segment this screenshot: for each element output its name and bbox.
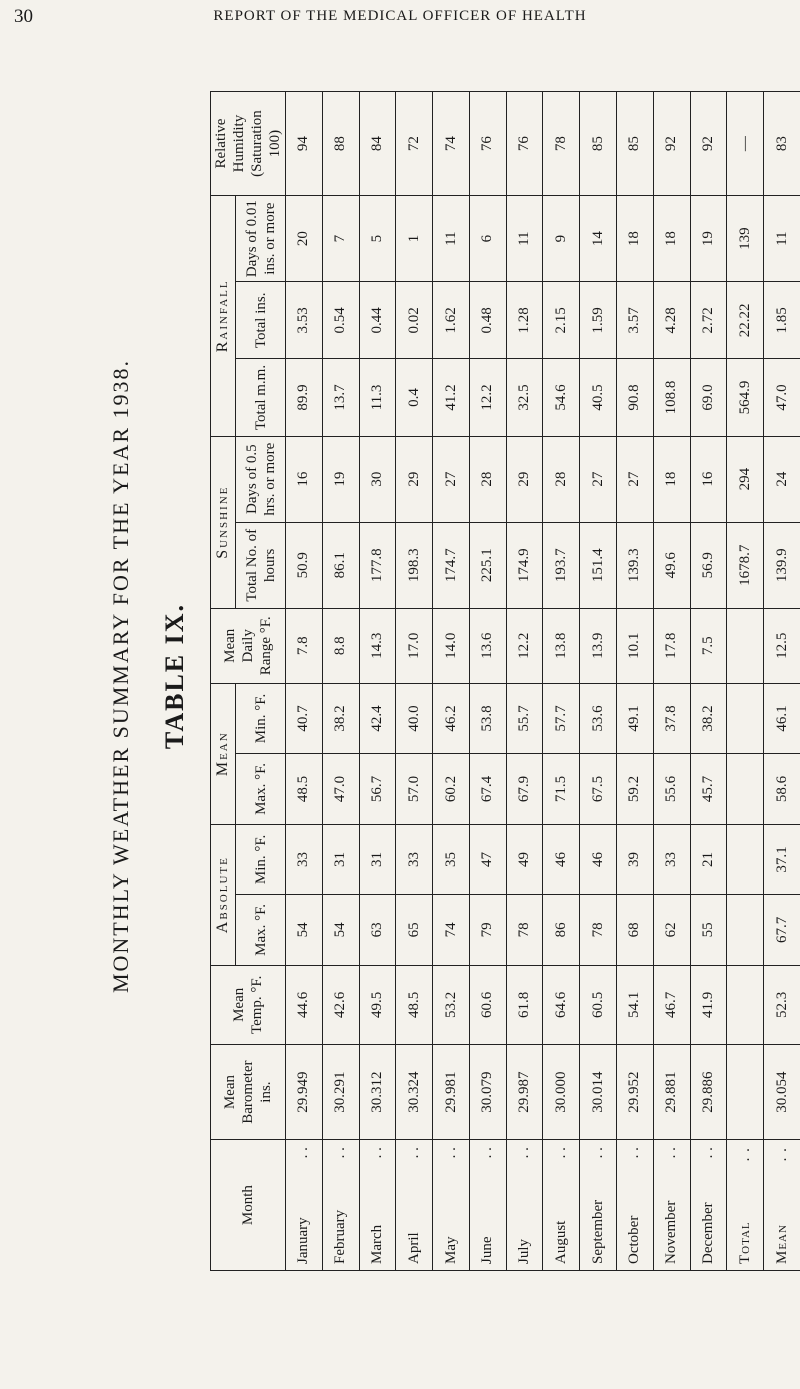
cell-abs-min: 49 bbox=[506, 824, 543, 894]
cell-humidity: — bbox=[727, 92, 764, 196]
cell-sun-hours: 1678.7 bbox=[727, 522, 764, 608]
cell-abs-min: 37.1 bbox=[764, 824, 800, 894]
cell-abs-max: 67.7 bbox=[764, 895, 800, 965]
cell-abs-max: 65 bbox=[396, 895, 433, 965]
cell-rain-days: 18 bbox=[617, 196, 654, 282]
cell-barometer: 30.000 bbox=[543, 1045, 580, 1140]
col-header-daily-range: Mean Daily Range °F. bbox=[211, 608, 286, 683]
col-header-abs-max: Max. °F. bbox=[236, 895, 286, 965]
col-header-rain-ins: Total ins. bbox=[236, 282, 286, 359]
cell-sun-hours: 49.6 bbox=[653, 522, 690, 608]
cell-mean-max: 55.6 bbox=[653, 754, 690, 824]
leader-dots: . . bbox=[626, 1147, 643, 1159]
cell-humidity: 83 bbox=[764, 92, 800, 196]
cell-mean-min: 38.2 bbox=[690, 683, 727, 753]
col-header-rain-mm: Total m.m. bbox=[236, 359, 286, 436]
cell-month bbox=[322, 1140, 359, 1271]
cell-mean-min: 46.2 bbox=[433, 683, 470, 753]
cell-mean-temp: 44.6 bbox=[286, 965, 323, 1044]
table-row bbox=[396, 92, 433, 1271]
cell-sun-hours: 225.1 bbox=[469, 522, 506, 608]
cell-mean-max: 67.9 bbox=[506, 754, 543, 824]
leader-dots: . . bbox=[295, 1147, 312, 1159]
running-head: REPORT OF THE MEDICAL OFFICER OF HEALTH bbox=[213, 8, 587, 24]
cell-mean-temp: 42.6 bbox=[322, 965, 359, 1044]
cell-barometer: 29.949 bbox=[286, 1045, 323, 1140]
cell-mean-max: 59.2 bbox=[617, 754, 654, 824]
cell-mean-min: 49.1 bbox=[617, 683, 654, 753]
cell-abs-min: 31 bbox=[322, 824, 359, 894]
cell-mean-temp: 60.6 bbox=[469, 965, 506, 1044]
cell-mean-min: 46.1 bbox=[764, 683, 800, 753]
month-label: December bbox=[699, 1202, 716, 1264]
cell-month bbox=[543, 1140, 580, 1271]
cell-rain-mm: 32.5 bbox=[506, 359, 543, 436]
cell-rain-mm: 108.8 bbox=[653, 359, 690, 436]
table-title: MONTHLY WEATHER SUMMARY FOR THE YEAR 1938. bbox=[108, 358, 133, 994]
cell-abs-min: 31 bbox=[359, 824, 396, 894]
cell-daily-range: 17.0 bbox=[396, 608, 433, 683]
cell-humidity: 92 bbox=[653, 92, 690, 196]
cell-abs-max: 63 bbox=[359, 895, 396, 965]
cell-humidity: 85 bbox=[580, 92, 617, 196]
cell-humidity: 76 bbox=[506, 92, 543, 196]
cell-abs-min: 47 bbox=[469, 824, 506, 894]
leader-dots: . . bbox=[368, 1147, 385, 1159]
table-label: TABLE IX. bbox=[160, 602, 189, 750]
cell-mean-temp: 48.5 bbox=[396, 965, 433, 1044]
cell-abs-min bbox=[727, 824, 764, 894]
cell-barometer bbox=[727, 1045, 764, 1140]
col-header-month: Month bbox=[211, 1140, 286, 1271]
cell-sun-hours: 86.1 bbox=[322, 522, 359, 608]
cell-rain-mm: 11.3 bbox=[359, 359, 396, 436]
cell-mean-max: 48.5 bbox=[286, 754, 323, 824]
cell-daily-range: 7.5 bbox=[690, 608, 727, 683]
cell-sun-days: 28 bbox=[543, 436, 580, 522]
cell-barometer: 29.886 bbox=[690, 1045, 727, 1140]
table-row bbox=[580, 92, 617, 1271]
cell-mean-min: 57.7 bbox=[543, 683, 580, 753]
cell-rain-days: 7 bbox=[322, 196, 359, 282]
cell-sun-days: 27 bbox=[580, 436, 617, 522]
table-row bbox=[617, 92, 654, 1271]
cell-mean-max: 47.0 bbox=[322, 754, 359, 824]
cell-mean-max: 71.5 bbox=[543, 754, 580, 824]
cell-daily-range bbox=[727, 608, 764, 683]
cell-rain-ins: 1.28 bbox=[506, 282, 543, 359]
cell-abs-min: 35 bbox=[433, 824, 470, 894]
cell-daily-range: 14.0 bbox=[433, 608, 470, 683]
cell-sun-hours: 56.9 bbox=[690, 522, 727, 608]
cell-month bbox=[617, 1140, 654, 1271]
month-label: Mean bbox=[773, 1224, 790, 1264]
cell-rain-ins: 2.15 bbox=[543, 282, 580, 359]
cell-abs-min: 33 bbox=[286, 824, 323, 894]
leader-dots: . . bbox=[332, 1147, 349, 1159]
cell-rain-ins: 1.85 bbox=[764, 282, 800, 359]
cell-mean-min: 40.7 bbox=[286, 683, 323, 753]
month-label: Total bbox=[736, 1221, 753, 1264]
col-header-sun-days: Days of 0.5 hrs. or more bbox=[236, 436, 286, 522]
cell-rain-mm: 90.8 bbox=[617, 359, 654, 436]
cell-rain-mm: 0.4 bbox=[396, 359, 433, 436]
table-row bbox=[433, 92, 470, 1271]
cell-daily-range: 8.8 bbox=[322, 608, 359, 683]
cell-rain-ins: 3.57 bbox=[617, 282, 654, 359]
cell-month bbox=[396, 1140, 433, 1271]
cell-abs-max: 78 bbox=[506, 895, 543, 965]
col-header-barometer: Mean Barometer ins. bbox=[211, 1045, 286, 1140]
cell-sun-days: 19 bbox=[322, 436, 359, 522]
page-number: 30 bbox=[14, 6, 33, 27]
cell-rain-days: 11 bbox=[764, 196, 800, 282]
cell-mean-temp: 60.5 bbox=[580, 965, 617, 1044]
cell-abs-min: 39 bbox=[617, 824, 654, 894]
col-header-mean-max: Max. °F. bbox=[236, 754, 286, 824]
cell-rain-ins: 0.54 bbox=[322, 282, 359, 359]
cell-month bbox=[653, 1140, 690, 1271]
cell-sun-days: 16 bbox=[286, 436, 323, 522]
table-row bbox=[690, 92, 727, 1271]
cell-rain-days: 9 bbox=[543, 196, 580, 282]
month-label: February bbox=[332, 1209, 349, 1264]
cell-month bbox=[286, 1140, 323, 1271]
cell-month bbox=[506, 1140, 543, 1271]
cell-daily-range: 10.1 bbox=[617, 608, 654, 683]
col-header-humidity: Relative Humidity (Saturation 100) bbox=[211, 92, 286, 196]
cell-abs-max bbox=[727, 895, 764, 965]
cell-rain-mm: 41.2 bbox=[433, 359, 470, 436]
total-row bbox=[727, 92, 764, 1271]
cell-barometer: 30.079 bbox=[469, 1045, 506, 1140]
leader-dots: . . bbox=[736, 1147, 753, 1162]
cell-barometer: 30.014 bbox=[580, 1045, 617, 1140]
month-label: January bbox=[295, 1217, 312, 1264]
cell-rain-mm: 69.0 bbox=[690, 359, 727, 436]
cell-humidity: 78 bbox=[543, 92, 580, 196]
cell-mean-temp: 52.3 bbox=[764, 965, 800, 1044]
cell-barometer: 30.324 bbox=[396, 1045, 433, 1140]
cell-sun-hours: 174.7 bbox=[433, 522, 470, 608]
mean-row bbox=[764, 92, 800, 1271]
cell-mean-max: 67.4 bbox=[469, 754, 506, 824]
cell-mean-min: 53.6 bbox=[580, 683, 617, 753]
cell-sun-hours: 193.7 bbox=[543, 522, 580, 608]
cell-sun-days: 18 bbox=[653, 436, 690, 522]
table-row bbox=[322, 92, 359, 1271]
cell-abs-max: 74 bbox=[433, 895, 470, 965]
cell-abs-min: 46 bbox=[580, 824, 617, 894]
cell-sun-hours: 174.9 bbox=[506, 522, 543, 608]
cell-humidity: 92 bbox=[690, 92, 727, 196]
table-row bbox=[653, 92, 690, 1271]
cell-daily-range: 12.2 bbox=[506, 608, 543, 683]
cell-abs-max: 54 bbox=[286, 895, 323, 965]
cell-rain-days: 11 bbox=[506, 196, 543, 282]
month-label: March bbox=[368, 1224, 385, 1264]
table-row bbox=[359, 92, 396, 1271]
cell-mean-max: 57.0 bbox=[396, 754, 433, 824]
cell-abs-min: 46 bbox=[543, 824, 580, 894]
leader-dots: . . bbox=[442, 1147, 459, 1159]
cell-rain-ins: 3.53 bbox=[286, 282, 323, 359]
cell-barometer: 30.312 bbox=[359, 1045, 396, 1140]
cell-rain-days: 18 bbox=[653, 196, 690, 282]
cell-rain-ins: 0.02 bbox=[396, 282, 433, 359]
col-header-mean-min: Min. °F. bbox=[236, 683, 286, 753]
cell-mean-max: 60.2 bbox=[433, 754, 470, 824]
cell-mean-min: 38.2 bbox=[322, 683, 359, 753]
cell-abs-min: 21 bbox=[690, 824, 727, 894]
cell-rain-days: 5 bbox=[359, 196, 396, 282]
month-label: July bbox=[516, 1238, 533, 1264]
cell-month bbox=[580, 1140, 617, 1271]
cell-rain-ins: 1.59 bbox=[580, 282, 617, 359]
cell-barometer: 29.952 bbox=[617, 1045, 654, 1140]
cell-month bbox=[433, 1140, 470, 1271]
cell-sun-hours: 139.3 bbox=[617, 522, 654, 608]
cell-barometer: 30.291 bbox=[322, 1045, 359, 1140]
month-label: September bbox=[589, 1199, 606, 1264]
cell-month bbox=[359, 1140, 396, 1271]
cell-mean-max bbox=[727, 754, 764, 824]
table-row bbox=[506, 92, 543, 1271]
cell-rain-mm: 564.9 bbox=[727, 359, 764, 436]
leader-dots: . . bbox=[405, 1147, 422, 1159]
cell-mean-temp: 64.6 bbox=[543, 965, 580, 1044]
cell-abs-max: 55 bbox=[690, 895, 727, 965]
cell-mean-temp: 54.1 bbox=[617, 965, 654, 1044]
cell-daily-range: 7.8 bbox=[286, 608, 323, 683]
cell-rain-mm: 47.0 bbox=[764, 359, 800, 436]
cell-mean-min bbox=[727, 683, 764, 753]
table-body bbox=[286, 92, 800, 1271]
leader-dots: . . bbox=[699, 1147, 716, 1159]
leader-dots: . . bbox=[589, 1147, 606, 1159]
cell-mean-min: 37.8 bbox=[653, 683, 690, 753]
cell-mean-max: 67.5 bbox=[580, 754, 617, 824]
group-header-rainfall: Rainfall bbox=[211, 196, 236, 436]
cell-mean-min: 55.7 bbox=[506, 683, 543, 753]
header-row-groups bbox=[211, 92, 236, 1271]
cell-humidity: 74 bbox=[433, 92, 470, 196]
cell-abs-max: 86 bbox=[543, 895, 580, 965]
cell-mean-temp: 46.7 bbox=[653, 965, 690, 1044]
cell-rain-days: 139 bbox=[727, 196, 764, 282]
cell-sun-hours: 198.3 bbox=[396, 522, 433, 608]
cell-sun-hours: 50.9 bbox=[286, 522, 323, 608]
cell-abs-max: 62 bbox=[653, 895, 690, 965]
month-label: May bbox=[442, 1236, 459, 1264]
cell-rain-days: 19 bbox=[690, 196, 727, 282]
cell-humidity: 76 bbox=[469, 92, 506, 196]
cell-barometer: 29.881 bbox=[653, 1045, 690, 1140]
cell-month bbox=[690, 1140, 727, 1271]
cell-sun-days: 16 bbox=[690, 436, 727, 522]
cell-rain-days: 14 bbox=[580, 196, 617, 282]
month-label: April bbox=[405, 1232, 422, 1264]
cell-daily-range: 13.8 bbox=[543, 608, 580, 683]
cell-mean-temp: 41.9 bbox=[690, 965, 727, 1044]
cell-mean-min: 42.4 bbox=[359, 683, 396, 753]
cell-mean-max: 45.7 bbox=[690, 754, 727, 824]
cell-barometer: 30.054 bbox=[764, 1045, 800, 1140]
cell-daily-range: 17.8 bbox=[653, 608, 690, 683]
cell-mean-temp: 61.8 bbox=[506, 965, 543, 1044]
cell-mean-temp: 49.5 bbox=[359, 965, 396, 1044]
weather-summary-table bbox=[210, 91, 800, 1271]
cell-rain-days: 11 bbox=[433, 196, 470, 282]
cell-daily-range: 14.3 bbox=[359, 608, 396, 683]
cell-mean-temp: 53.2 bbox=[433, 965, 470, 1044]
cell-rain-ins: 0.44 bbox=[359, 282, 396, 359]
leader-dots: . . bbox=[552, 1147, 569, 1159]
cell-sun-days: 30 bbox=[359, 436, 396, 522]
cell-month bbox=[764, 1140, 800, 1271]
cell-daily-range: 12.5 bbox=[764, 608, 800, 683]
cell-humidity: 84 bbox=[359, 92, 396, 196]
month-label: November bbox=[663, 1200, 680, 1264]
cell-humidity: 72 bbox=[396, 92, 433, 196]
cell-sun-days: 294 bbox=[727, 436, 764, 522]
cell-sun-days: 29 bbox=[506, 436, 543, 522]
cell-daily-range: 13.9 bbox=[580, 608, 617, 683]
table-row bbox=[286, 92, 323, 1271]
cell-abs-max: 79 bbox=[469, 895, 506, 965]
cell-rain-ins: 22.22 bbox=[727, 282, 764, 359]
cell-sun-hours: 139.9 bbox=[764, 522, 800, 608]
month-label: August bbox=[552, 1220, 569, 1264]
cell-month bbox=[469, 1140, 506, 1271]
group-header-mean: Mean bbox=[211, 683, 236, 824]
cell-rain-ins: 2.72 bbox=[690, 282, 727, 359]
cell-month bbox=[727, 1140, 764, 1271]
col-header-abs-min: Min. °F. bbox=[236, 824, 286, 894]
cell-abs-max: 78 bbox=[580, 895, 617, 965]
col-header-mean-temp: Mean Temp. °F. bbox=[211, 965, 286, 1044]
col-header-rain-days: Days of 0.01 ins. or more bbox=[236, 196, 286, 282]
cell-humidity: 88 bbox=[322, 92, 359, 196]
cell-abs-max: 54 bbox=[322, 895, 359, 965]
cell-humidity: 94 bbox=[286, 92, 323, 196]
cell-abs-max: 68 bbox=[617, 895, 654, 965]
cell-sun-days: 29 bbox=[396, 436, 433, 522]
cell-rain-mm: 12.2 bbox=[469, 359, 506, 436]
leader-dots: . . bbox=[516, 1147, 533, 1159]
month-label: June bbox=[479, 1236, 496, 1264]
cell-mean-max: 58.6 bbox=[764, 754, 800, 824]
leader-dots: . . bbox=[663, 1147, 680, 1159]
cell-rain-mm: 40.5 bbox=[580, 359, 617, 436]
cell-sun-hours: 151.4 bbox=[580, 522, 617, 608]
cell-rain-days: 20 bbox=[286, 196, 323, 282]
cell-rain-mm: 89.9 bbox=[286, 359, 323, 436]
cell-rain-mm: 54.6 bbox=[543, 359, 580, 436]
table-row bbox=[543, 92, 580, 1271]
cell-abs-min: 33 bbox=[653, 824, 690, 894]
leader-dots: . . bbox=[773, 1147, 790, 1162]
cell-mean-temp bbox=[727, 965, 764, 1044]
month-label: October bbox=[626, 1215, 643, 1264]
cell-rain-days: 1 bbox=[396, 196, 433, 282]
col-header-sun-hours: Total No. of hours bbox=[236, 522, 286, 608]
cell-sun-days: 27 bbox=[433, 436, 470, 522]
cell-humidity: 85 bbox=[617, 92, 654, 196]
table-row bbox=[469, 92, 506, 1271]
cell-abs-min: 33 bbox=[396, 824, 433, 894]
rotated-table-block bbox=[106, 71, 796, 1281]
table-caption bbox=[106, 71, 206, 1281]
cell-sun-days: 28 bbox=[469, 436, 506, 522]
cell-sun-days: 24 bbox=[764, 436, 800, 522]
cell-rain-mm: 13.7 bbox=[322, 359, 359, 436]
cell-rain-ins: 4.28 bbox=[653, 282, 690, 359]
cell-sun-days: 27 bbox=[617, 436, 654, 522]
cell-rain-ins: 1.62 bbox=[433, 282, 470, 359]
cell-mean-min: 40.0 bbox=[396, 683, 433, 753]
leader-dots: . . bbox=[479, 1147, 496, 1159]
cell-barometer: 29.981 bbox=[433, 1045, 470, 1140]
cell-daily-range: 13.6 bbox=[469, 608, 506, 683]
cell-barometer: 29.987 bbox=[506, 1045, 543, 1140]
cell-mean-max: 56.7 bbox=[359, 754, 396, 824]
group-header-sunshine: Sunshine bbox=[211, 436, 236, 608]
cell-mean-min: 53.8 bbox=[469, 683, 506, 753]
cell-sun-hours: 177.8 bbox=[359, 522, 396, 608]
cell-rain-days: 6 bbox=[469, 196, 506, 282]
cell-rain-ins: 0.48 bbox=[469, 282, 506, 359]
group-header-absolute: Absolute bbox=[211, 824, 236, 965]
